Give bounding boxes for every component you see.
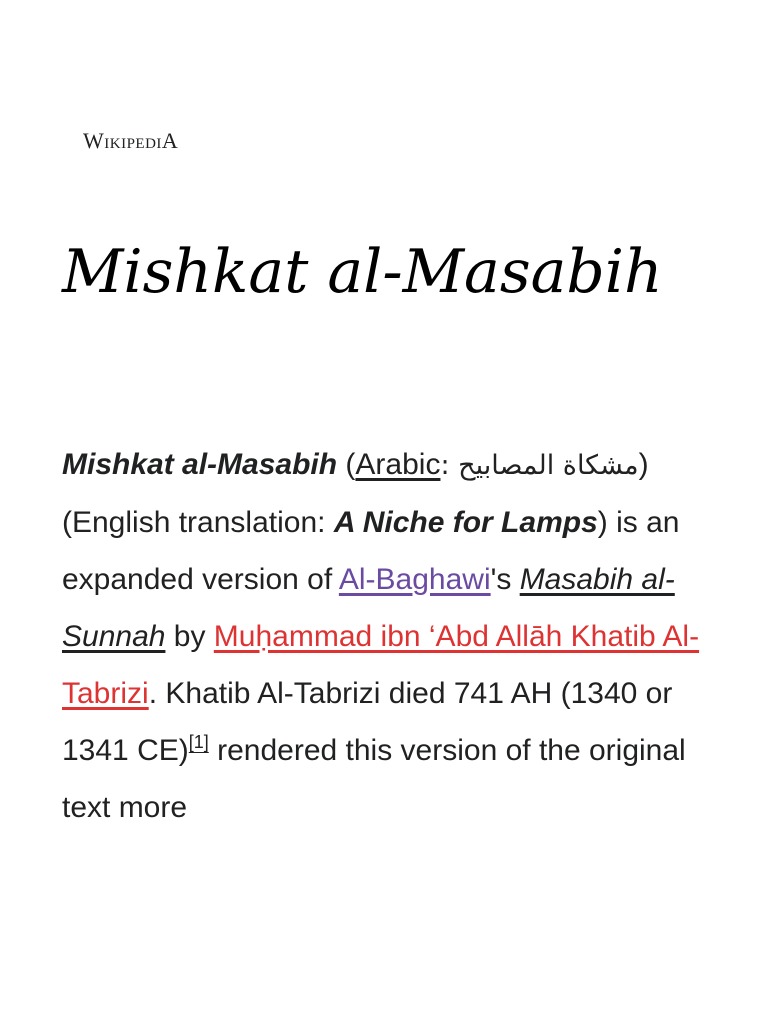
wordmark-initial: W	[83, 128, 105, 153]
text-tail: rendered this version of the original text more	[62, 734, 686, 824]
page-title: Mishkat al-Masabih	[62, 237, 663, 307]
reference-1-link[interactable]: [1]	[188, 732, 209, 752]
text-translation-intro: ) (English translation:	[62, 448, 649, 539]
text-by: by	[165, 620, 214, 653]
wordmark-middle: IKIPEDI	[104, 136, 162, 152]
text-died: . Khatib Al-Tabrizi died 741 AH (1340 or 1341 CE)	[62, 677, 673, 767]
wordmark-final: A	[161, 128, 179, 153]
arabic-name-text: : مشكاة المصابيح	[440, 450, 639, 481]
reference-superscript	[189, 732, 209, 752]
english-translation: A Niche for Lamps	[333, 506, 598, 539]
article-subject: Mishkat al-Masabih	[62, 448, 338, 481]
text-possessive: 's	[490, 563, 520, 596]
text-expanded-version: ) is an expanded version of	[62, 506, 680, 596]
al-baghawi-link[interactable]: Al-Baghawi	[338, 563, 491, 596]
arabic-link[interactable]: Arabic	[355, 448, 441, 481]
article-lead-paragraph	[62, 436, 722, 836]
masabih-al-sunnah-label: Masabih al-Sunnah	[62, 563, 675, 653]
author-link[interactable]: Muḥammad ibn ‘Abd Allāh Khatib Al-Tabrizi	[62, 620, 700, 710]
text-open-paren: (	[337, 448, 356, 481]
wikipedia-wordmark[interactable]	[83, 128, 178, 154]
